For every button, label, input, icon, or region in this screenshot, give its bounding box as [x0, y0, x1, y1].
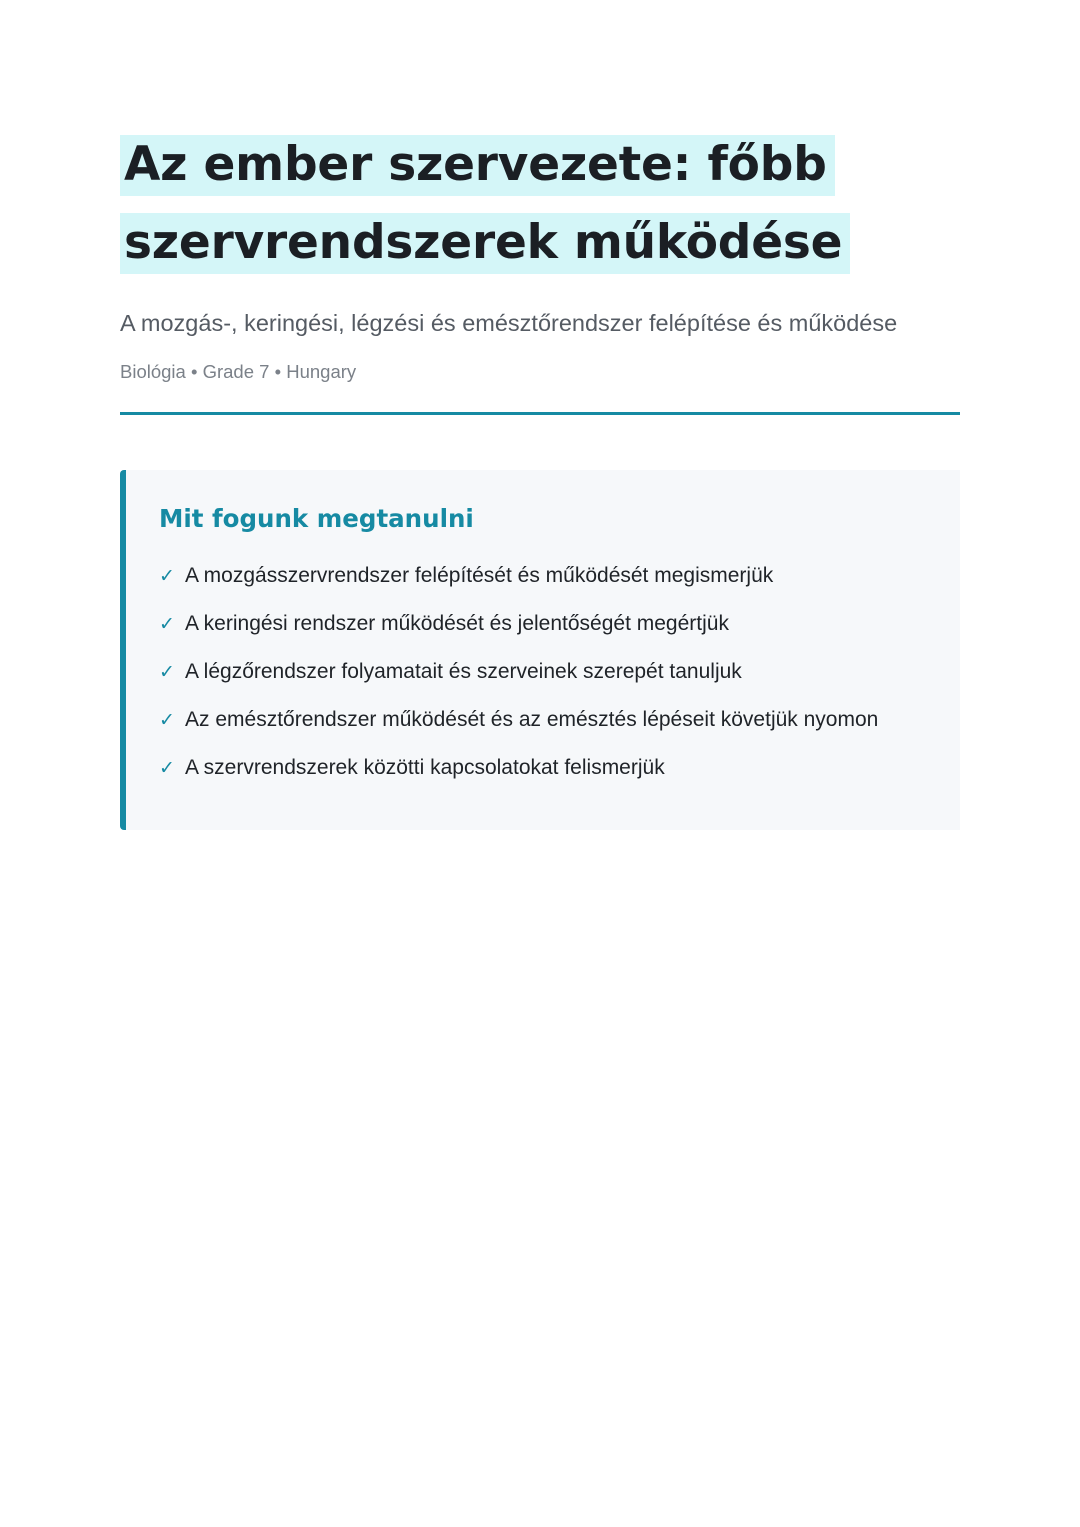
header-divider: [120, 412, 960, 415]
objective-item: [159, 705, 930, 735]
page-title-line-2: szervrendszerek működése: [120, 213, 850, 274]
objective-text: A mozgásszervrendszer felépítését és működését megismerjük: [185, 564, 774, 587]
learning-objectives-box: [120, 470, 960, 830]
meta-country: Hungary: [286, 361, 357, 382]
objective-text: A keringési rendszer működését és jelentőségét megértjük: [185, 612, 729, 635]
meta-separator: •: [190, 361, 198, 382]
meta-grade: Grade 7: [202, 361, 270, 382]
objective-text: A szervrendszerek közötti kapcsolatokat felismerjük: [185, 756, 665, 779]
document-page: [120, 126, 960, 830]
page-subtitle: A mozgás-, keringési, légzési és emésztőrendszer felépítése és működése: [120, 310, 898, 336]
page-title: [120, 126, 960, 282]
objective-item: [159, 753, 930, 783]
objective-item: [159, 657, 930, 687]
page-title-line-1: Az ember szervezete: főbb: [120, 135, 835, 196]
check-icon: ✓: [159, 565, 175, 587]
objective-text: Az emésztőrendszer működését és az emésztés lépéseit követjük nyomon: [185, 708, 879, 731]
meta-separator: •: [274, 361, 282, 382]
objective-text: A légzőrendszer folyamatait és szerveinek szerepét tanuljuk: [185, 660, 742, 683]
objective-item: [159, 561, 930, 591]
check-icon: ✓: [159, 757, 175, 779]
objectives-list: [159, 561, 930, 783]
check-icon: ✓: [159, 709, 175, 731]
check-icon: ✓: [159, 613, 175, 635]
objectives-heading: Mit fogunk megtanulni: [159, 504, 474, 533]
meta-subject: Biológia: [120, 361, 186, 382]
objective-item: [159, 609, 930, 639]
meta-line: [120, 359, 960, 385]
check-icon: ✓: [159, 661, 175, 683]
